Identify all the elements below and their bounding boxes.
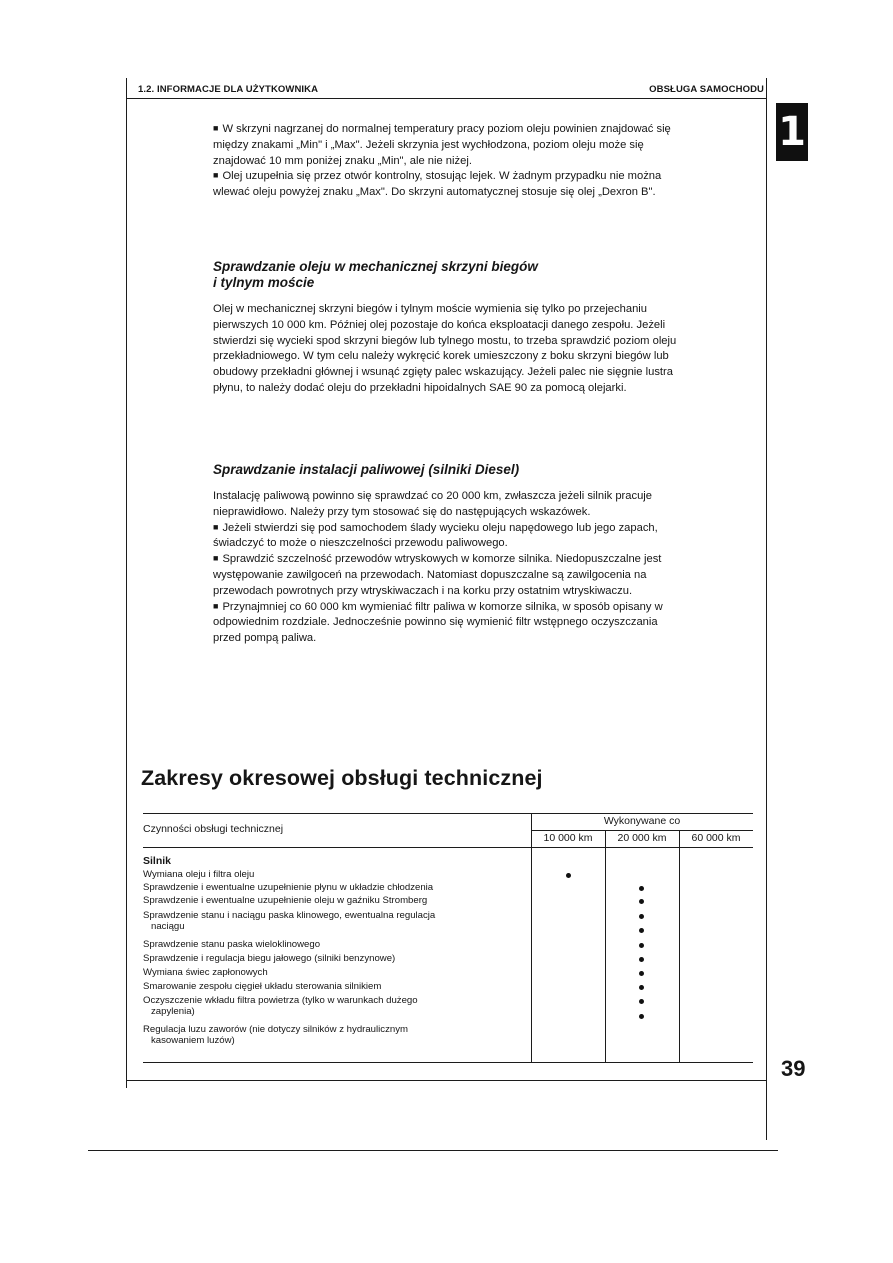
table-header-interval-group: Wykonywane co: [603, 815, 681, 827]
table-cell-task-continued: zapylenia): [151, 1006, 195, 1018]
intro-paragraph-oil-level: ■ W skrzyni nagrzanej do normalnej temperatury pracy poziom oleju powinien znajdować się między znakami „Min" i „Max". Jeżeli skrzynia jest wychłodzona, poziom oleju może się znajdować 10 mm poniżej znaku „Min", ale nie niżej.: [213, 122, 679, 169]
main-title: Zakresy okresowej obsługi technicznej: [141, 766, 543, 790]
table-col-divider-3: [679, 830, 680, 1062]
table-cell-task: Sprawdzenie stanu i naciągu paska klinowego, ewentualna regulacja: [143, 910, 436, 921]
table-header-60000: 60 000 km: [691, 832, 741, 844]
interval-mark-dot: [639, 914, 644, 919]
table-row: [143, 995, 528, 1018]
chapter-tab: 1: [776, 103, 808, 161]
section-body-fuel-system: [213, 489, 679, 647]
interval-mark-dot: [639, 957, 644, 962]
table-cell-task: Regulacja luzu zaworów (nie dotyczy silników z hydraulicznym: [143, 1024, 408, 1035]
intro-paragraph-oil-fill: ■ Olej uzupełnia się przez otwór kontrolny, stosując lejek. W żadnym przypadku nie można wlewać oleju powyżej znaku „Max". Do skrzyni automatycznej stosuje się olej „Dexron B".: [213, 169, 679, 201]
section-heading-gearbox-line2: i tylnym moście: [213, 275, 315, 290]
table-col-divider-2: [605, 830, 606, 1062]
table-cell-task-continued: naciągu: [151, 921, 185, 933]
table-row: [143, 895, 528, 906]
table-row: [143, 910, 528, 933]
intro-text: [213, 122, 679, 201]
left-frame-line: [126, 78, 127, 1088]
table-row: [143, 967, 528, 978]
table-cell-task: Sprawdzenie i regulacja biegu jałowego (silniki benzynowe): [143, 953, 396, 964]
interval-mark-dot: [639, 999, 644, 1004]
table-top-rule: [143, 813, 753, 814]
table-cell-task: Wymiana oleju i filtra oleju: [143, 869, 255, 880]
table-cell-task: Oczyszczenie wkładu filtra powietrza (tylko w warunkach dużego: [143, 995, 418, 1006]
fuel-paragraph-filter: ■ Przynajmniej co 60 000 km wymieniać filtr paliwa w komorze silnika, w sposób opisany w odpowiednim rozdziale. Jednocześnie powinno się wymienić filtr wstępnego oczyszczania przed pompą paliwa.: [213, 600, 679, 647]
interval-mark-dot: [639, 1014, 644, 1019]
interval-mark-dot: [566, 873, 571, 878]
header-rule: [126, 98, 766, 99]
interval-mark-dot: [639, 943, 644, 948]
table-row: [143, 953, 528, 964]
table-row: [143, 939, 528, 950]
page-number: 39: [781, 1056, 806, 1081]
section-heading-fuel-system: Sprawdzanie instalacji paliwowej (silniki Diesel): [213, 462, 520, 477]
section-heading-gearbox-line1: Sprawdzanie oleju w mechanicznej skrzyni biegów: [213, 259, 538, 274]
table-row: [143, 882, 528, 893]
table-cell-task: Sprawdzenie stanu paska wieloklinowego: [143, 939, 321, 950]
fuel-paragraph-leak: ■ Jeżeli stwierdzi się pod samochodem ślady wycieku oleju napędowego lub jego zapach, świadczyć to może o nieszczelności przewodu paliwowego.: [213, 521, 679, 553]
table-header-10000: 10 000 km: [543, 832, 593, 844]
table-row: [143, 981, 528, 992]
interval-mark-dot: [639, 886, 644, 891]
table-cell-task: Smarowanie zespołu cięgieł układu sterowania silnikiem: [143, 981, 382, 992]
table-cell-task: Sprawdzenie i ewentualne uzupełnienie płynu w układzie chłodzenia: [143, 882, 434, 893]
table-col-divider-1: [531, 813, 532, 1062]
table-row: [143, 1024, 528, 1047]
table-bottom-rule: [143, 1062, 753, 1063]
table-header-tasks: Czynności obsługi technicznej: [143, 823, 284, 835]
table-header-rule: [143, 847, 753, 848]
table-header-20000: 20 000 km: [617, 832, 667, 844]
fuel-paragraph-injectors: ■ Sprawdzić szczelność przewodów wtryskowych w komorze silnika. Niedopuszczalne jest występowanie zawilgoceń na przewodach. Natomiast dopuszczalne są zawilgocenia na przewodach powrotnych przy wtryskiwaczach i na korku przy ostatnim wtryskiwaczu.: [213, 552, 679, 599]
table-row: [143, 869, 528, 880]
page-bottom-edge: [88, 1150, 778, 1151]
table-cell-task-continued: kasowaniem luzów): [151, 1035, 235, 1047]
interval-mark-dot: [639, 971, 644, 976]
running-header-section: 1.2. INFORMACJE DLA UŻYTKOWNIKA: [138, 84, 319, 95]
table-cell-task: Sprawdzenie i ewentualne uzupełnienie oleju w gaźniku Stromberg: [143, 895, 428, 906]
interval-mark-dot: [639, 985, 644, 990]
table-group-rule: [531, 830, 753, 831]
table-group-engine: Silnik: [143, 855, 172, 867]
right-frame-line: [766, 78, 767, 1140]
table-cell-task: Wymiana świec zapłonowych: [143, 967, 268, 978]
interval-mark-dot: [639, 928, 644, 933]
section-heading-gearbox-oil: [213, 259, 683, 291]
interval-mark-dot: [639, 899, 644, 904]
section-body-gearbox-oil: Olej w mechanicznej skrzyni biegów i tylnym moście wymienia się tylko po przejechaniu pierwszych 10 000 km. Później olej pozostaje do końca eksploatacji danego zespołu. Jeżeli stwierdzi się wycieki spod skrzyni biegów lub tylnego mostu, to trzeba sprawdzić poziom oleju przekładniowego. W tym celu należy wykręcić korek umieszczony z boku skrzyni biegów lub obudowy przekładni głównej i wsunąć zgięty palec wskazujący. Jeżeli palec nie sięgnie lustra płynu, to należy dodać oleju do przekładni hipoidalnych SAE 90 za pomocą olejarki.: [213, 303, 677, 394]
running-header-chapter: OBSŁUGA SAMOCHODU: [649, 84, 764, 95]
fuel-paragraph-intro: Instalację paliwową powinno się sprawdzać co 20 000 km, zwłaszcza jeżeli silnik pracuje nieprawidłowo. Należy przy tym stosować się do następujących wskazówek.: [213, 490, 653, 518]
bottom-rule: [126, 1080, 766, 1081]
